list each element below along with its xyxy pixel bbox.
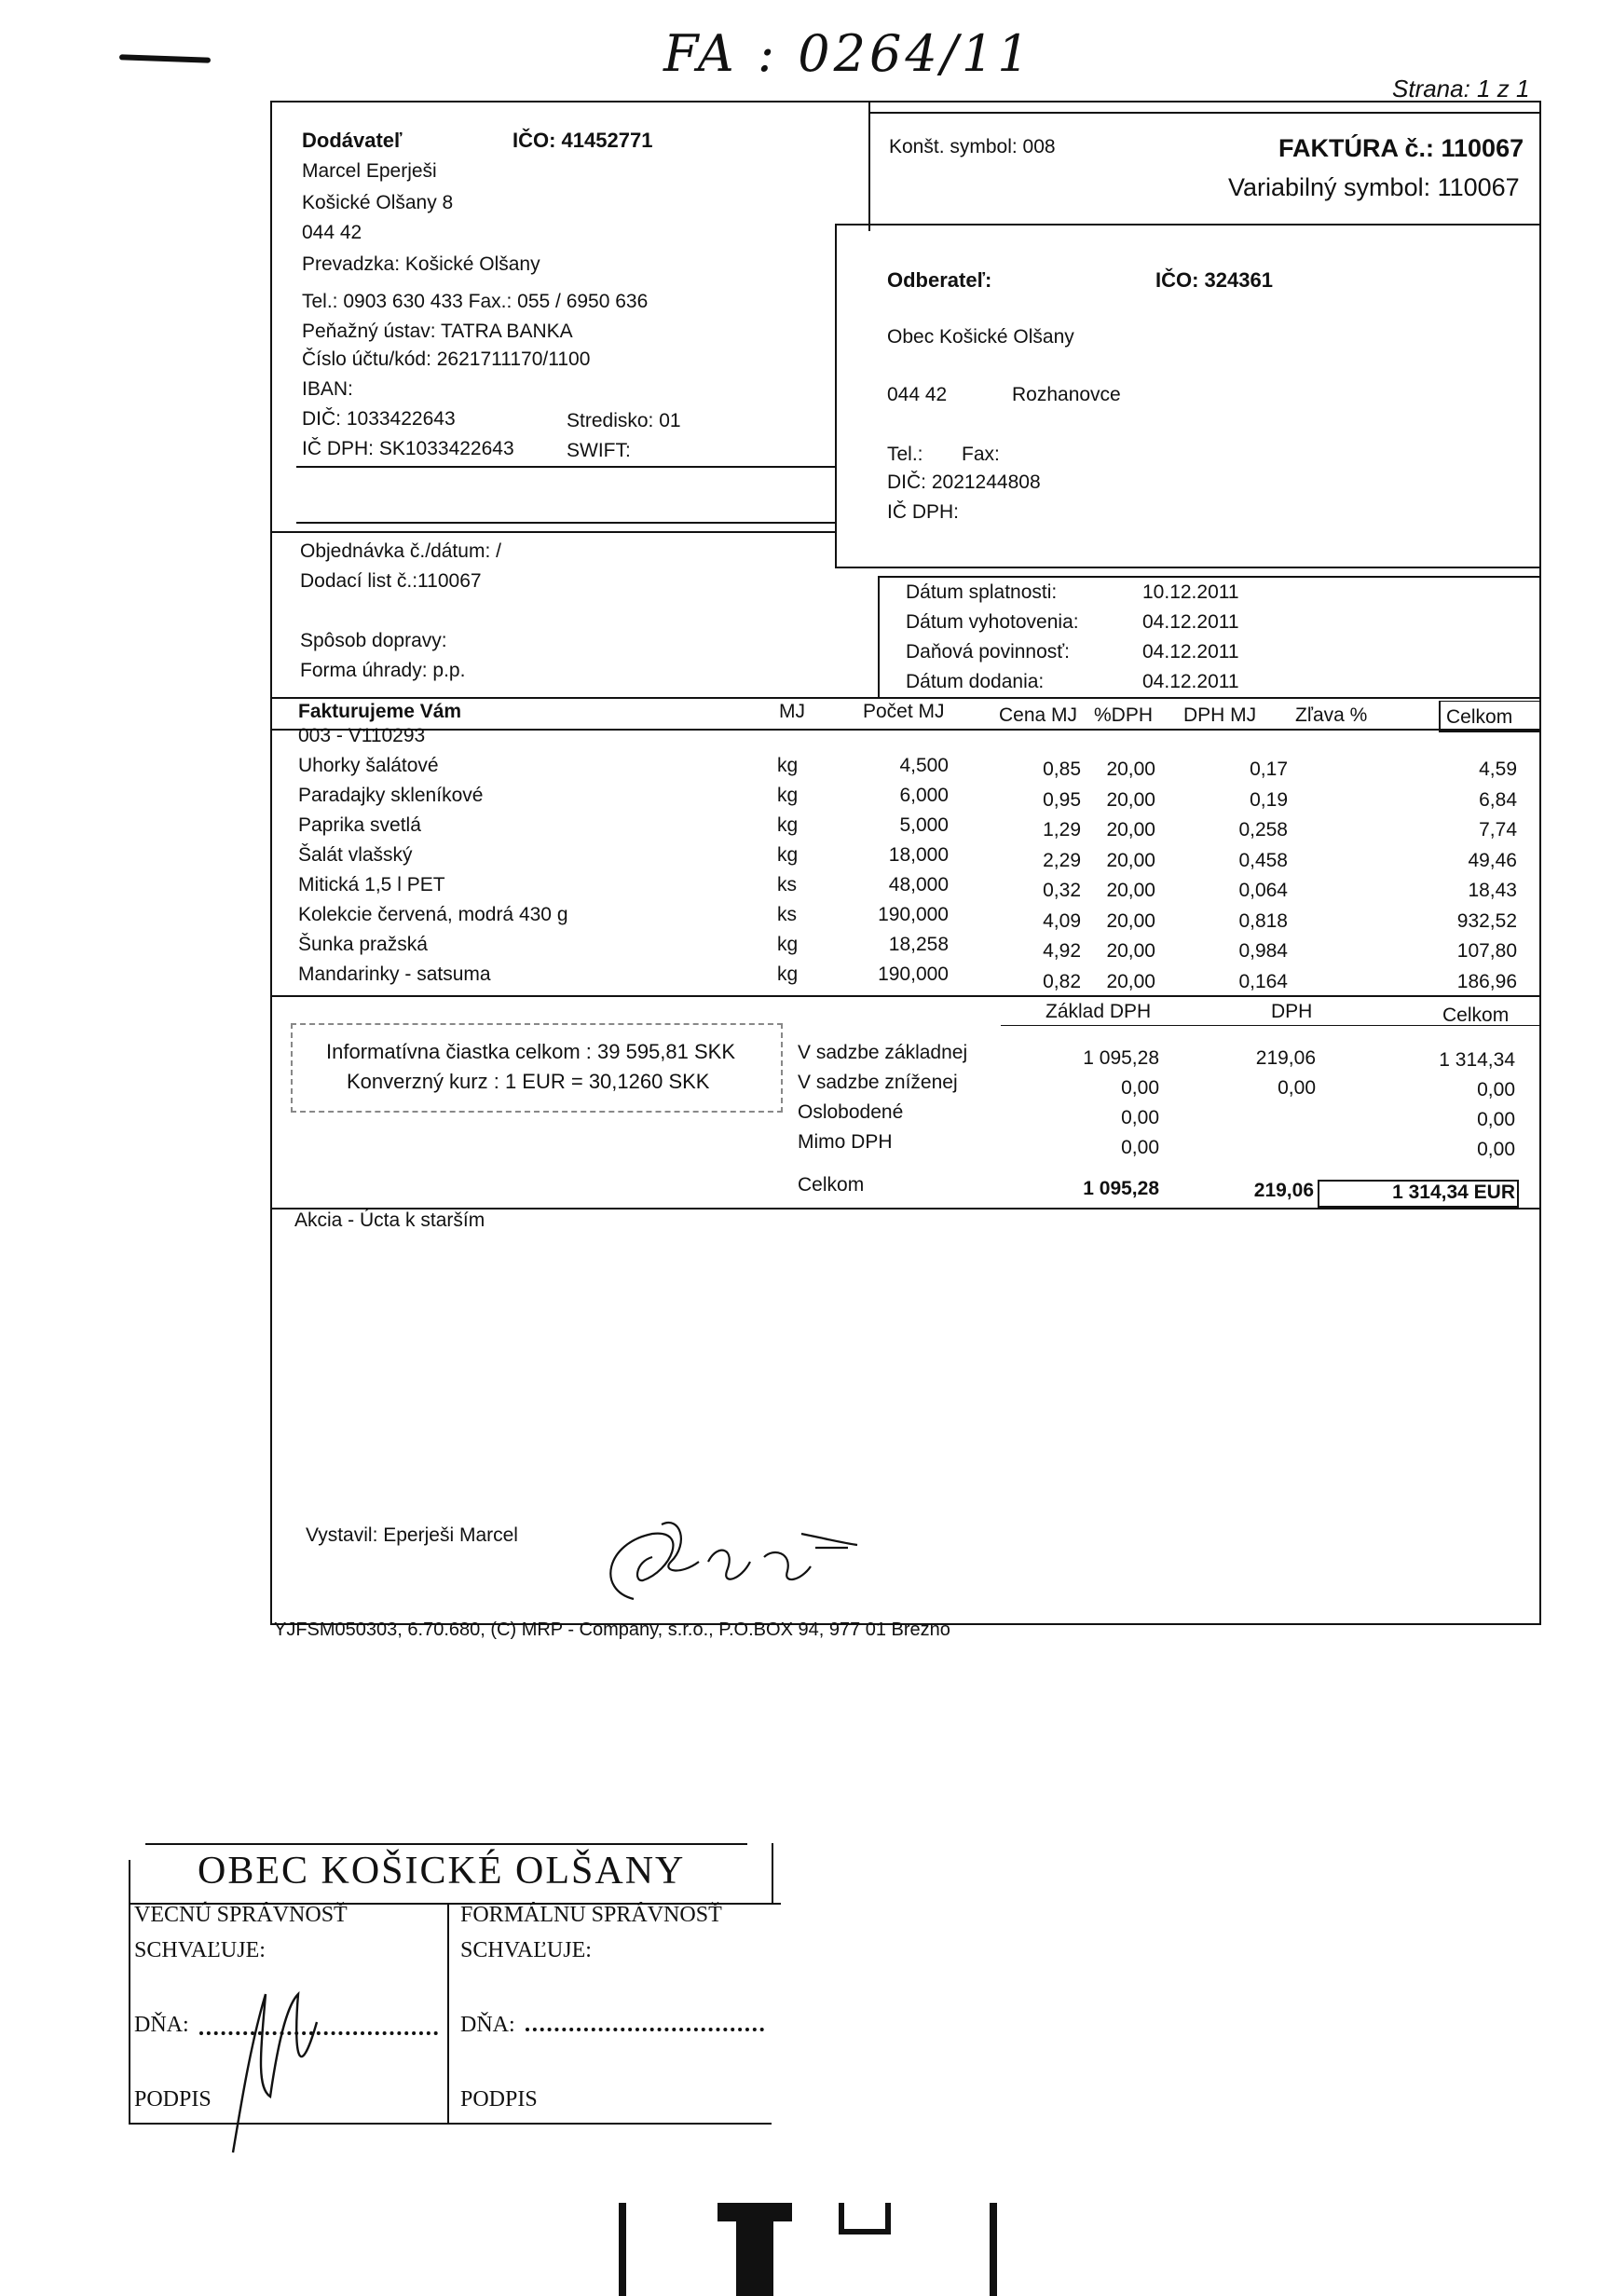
stamp-right-title: FORMÁLNU SPRÁVNOSŤ <box>460 1903 722 1927</box>
item-vat-pct: 20,00 <box>1106 758 1155 780</box>
transport-method: Spôsob dopravy: <box>300 630 447 651</box>
item-name: Šalát vlašský <box>298 844 413 866</box>
summary-row-label: V sadzbe zníženej <box>798 1072 958 1093</box>
summary-row-vat: 0,00 <box>1278 1077 1316 1099</box>
supplier-phone: Tel.: 0903 630 433 Fax.: 055 / 6950 636 <box>302 291 649 312</box>
column-header-item: Fakturujeme Vám <box>298 701 462 722</box>
item-qty: 190,000 <box>878 964 949 985</box>
item-qty: 5,000 <box>899 814 949 836</box>
item-price: 0,82 <box>1043 971 1081 992</box>
item-vat-pct: 20,00 <box>1106 910 1155 932</box>
column-header-vat-pct: %DPH <box>1094 704 1154 726</box>
summary-row-base: 0,00 <box>1121 1137 1159 1158</box>
supplier-premises: Prevadzka: Košické Olšany <box>302 253 540 275</box>
item-unit: kg <box>777 964 799 985</box>
date-label: Dátum vyhotovenia: <box>906 611 1079 633</box>
item-total: 6,84 <box>1479 789 1517 811</box>
divider <box>296 466 837 468</box>
stamp-left-sign: PODPIS <box>134 2087 212 2112</box>
item-qty: 18,258 <box>888 934 949 955</box>
date-label: Dátum splatnosti: <box>906 581 1058 603</box>
summary-row-total: 0,00 <box>1477 1109 1515 1130</box>
date-label: Daňová povinnosť: <box>906 641 1070 663</box>
supplier-center: Stredisko: 01 <box>567 410 681 431</box>
binder-mark <box>718 2203 792 2296</box>
item-qty: 18,000 <box>888 844 949 866</box>
variable-symbol: Variabilný symbol: 110067 <box>1228 173 1520 201</box>
date-value: 04.12.2011 <box>1142 641 1239 663</box>
supplier-bank: Peňažný ústav: TATRA BANKA <box>302 321 573 342</box>
item-vat-unit: 0,17 <box>1250 758 1288 780</box>
item-price: 1,29 <box>1043 819 1081 840</box>
divider <box>296 522 837 524</box>
customer-tel: Tel.: <box>887 444 923 465</box>
summary-row-base: 1 095,28 <box>1083 1047 1159 1069</box>
item-vat-unit: 0,818 <box>1238 910 1288 932</box>
grand-total-label: Celkom <box>798 1174 865 1196</box>
stamp-left-day: DŇA: <box>134 2013 189 2037</box>
summary-row-label: Oslobodené <box>798 1101 904 1123</box>
summary-row-label: Mimo DPH <box>798 1131 893 1153</box>
item-price: 2,29 <box>1043 850 1081 871</box>
item-qty: 48,000 <box>888 874 949 895</box>
order-number: Objednávka č./dátum: / <box>300 540 501 562</box>
supplier-heading: Dodávateľ <box>302 129 403 152</box>
item-total: 107,80 <box>1456 940 1517 962</box>
handwritten-reference: FA : 0264/11 <box>663 24 1033 83</box>
item-qty: 6,000 <box>899 785 949 806</box>
scan-mark <box>119 54 211 62</box>
divider <box>270 697 1541 699</box>
item-unit: ks <box>777 874 797 895</box>
stamp-right-sub: SCHVAĽUJE: <box>460 1938 592 1962</box>
note-text: Akcia - Úcta k starším <box>294 1210 485 1231</box>
item-qty: 4,500 <box>899 755 949 776</box>
summary-row-vat: 219,06 <box>1255 1047 1316 1069</box>
item-name: Paradajky skleníkové <box>298 785 484 806</box>
customer-icdph: IČ DPH: <box>887 501 960 523</box>
stamp-right-day: DŇA: <box>460 2013 515 2037</box>
divider <box>868 101 870 231</box>
item-unit: kg <box>777 934 799 955</box>
supplier-zip: 044 42 <box>302 222 362 243</box>
item-code: 003 - V110293 <box>298 725 426 746</box>
payment-method: Forma úhrady: p.p. <box>300 660 466 681</box>
item-vat-pct: 20,00 <box>1106 789 1155 811</box>
item-total: 932,52 <box>1456 910 1517 932</box>
customer-name: Obec Košické Olšany <box>887 326 1074 348</box>
stamp-right-day-line <box>526 2028 764 2031</box>
divider <box>270 531 837 533</box>
grand-total-vat: 219,06 <box>1253 1180 1314 1201</box>
customer-zip: 044 42 <box>887 384 948 405</box>
item-total: 18,43 <box>1468 880 1517 901</box>
supplier-swift: SWIFT: <box>567 440 631 461</box>
item-vat-pct: 20,00 <box>1106 971 1155 992</box>
item-total: 7,74 <box>1479 819 1517 840</box>
summary-row-total: 0,00 <box>1477 1139 1515 1160</box>
binder-mark <box>619 2203 626 2296</box>
item-vat-unit: 0,064 <box>1238 880 1288 901</box>
column-header-total: Celkom <box>1446 706 1513 728</box>
conversion-info-box <box>291 1023 783 1113</box>
item-name: Kolekcie červená, modrá 430 g <box>298 904 568 925</box>
item-vat-unit: 0,258 <box>1238 819 1288 840</box>
supplier-icdph: IČ DPH: SK1033422643 <box>302 438 514 459</box>
item-vat-unit: 0,984 <box>1238 940 1288 962</box>
item-name: Uhorky šalátové <box>298 755 439 776</box>
column-header-qty: Počet MJ <box>863 701 945 722</box>
binder-mark <box>839 2203 891 2234</box>
item-unit: ks <box>777 904 797 925</box>
summary-row-label: V sadzbe základnej <box>798 1042 968 1063</box>
supplier-name: Marcel Eperješi <box>302 160 437 182</box>
customer-dic: DIČ: 2021244808 <box>887 472 1041 493</box>
item-vat-pct: 20,00 <box>1106 819 1155 840</box>
supplier-street: Košické Olšany 8 <box>302 192 454 213</box>
column-header-vat-unit: DPH MJ <box>1183 704 1257 726</box>
customer-fax: Fax: <box>962 444 1000 465</box>
column-header-unit: MJ <box>779 701 805 722</box>
stamp-title: OBEC KOŠICKÉ OLŠANY <box>198 1850 686 1893</box>
summary-row-base: 0,00 <box>1121 1107 1159 1128</box>
item-vat-unit: 0,19 <box>1250 789 1288 811</box>
item-name: Mandarinky - satsuma <box>298 964 491 985</box>
item-name: Mitická 1,5 l PET <box>298 874 445 895</box>
supplier-iban: IBAN: <box>302 378 353 400</box>
stamp-right-sign: PODPIS <box>460 2087 538 2112</box>
item-unit: kg <box>777 844 799 866</box>
customer-ico: IČO: 324361 <box>1155 268 1273 292</box>
summary-header-total: Celkom <box>1442 1004 1510 1026</box>
column-header-price: Cena MJ <box>999 704 1078 726</box>
item-price: 4,09 <box>1043 910 1081 932</box>
footer-info: YJFSM050303, 6.70.680, (C) MRP - Company, s.r.o., P.O.BOX 94, 977 01 Brezno <box>274 1620 950 1640</box>
item-vat-pct: 20,00 <box>1106 940 1155 962</box>
binder-mark <box>990 2203 997 2296</box>
summary-header-base: Základ DPH <box>1046 1001 1152 1022</box>
item-name: Paprika svetlá <box>298 814 421 836</box>
divider <box>270 729 1541 731</box>
grand-total-box <box>1318 1180 1519 1208</box>
item-unit: kg <box>777 785 799 806</box>
item-price: 0,32 <box>1043 880 1081 901</box>
date-value: 04.12.2011 <box>1142 671 1239 692</box>
page-number: Strana: 1 z 1 <box>1392 75 1530 102</box>
stamp-left-sub: SCHVAĽUJE: <box>134 1938 266 1962</box>
item-unit: kg <box>777 755 799 776</box>
stamp-left-title: VECNÚ SPRÁVNOSŤ <box>134 1903 348 1927</box>
item-price: 0,95 <box>1043 789 1081 811</box>
item-name: Šunka pražská <box>298 934 428 955</box>
issued-by: Vystavil: Eperješi Marcel <box>306 1524 518 1546</box>
item-price: 0,85 <box>1043 758 1081 780</box>
approval-signature <box>177 1938 345 2171</box>
supplier-account: Číslo účtu/kód: 2621711170/1100 <box>302 348 591 370</box>
customer-city: Rozhanovce <box>1012 384 1121 405</box>
delivery-note: Dodací list č.:110067 <box>300 570 482 592</box>
item-vat-pct: 20,00 <box>1106 880 1155 901</box>
item-vat-pct: 20,00 <box>1106 850 1155 871</box>
summary-header-vat: DPH <box>1271 1001 1313 1022</box>
constant-symbol: Konšt. symbol: 008 <box>889 136 1056 157</box>
date-value: 04.12.2011 <box>1142 611 1239 633</box>
date-label: Dátum dodania: <box>906 671 1045 692</box>
summary-row-base: 0,00 <box>1121 1077 1159 1099</box>
item-total: 49,46 <box>1468 850 1517 871</box>
invoice-number: FAKTÚRA č.: 110067 <box>1278 134 1524 162</box>
summary-row-total: 0,00 <box>1477 1079 1515 1100</box>
item-total: 186,96 <box>1456 971 1517 992</box>
column-header-discount: Zľava % <box>1295 704 1368 726</box>
signature-image <box>578 1506 876 1618</box>
grand-total-amount: 1 314,34 EUR <box>1392 1182 1515 1203</box>
divider <box>868 112 1541 114</box>
summary-row-total: 1 314,34 <box>1439 1049 1515 1071</box>
item-price: 4,92 <box>1043 940 1081 962</box>
grand-total-base: 1 095,28 <box>1083 1178 1159 1199</box>
supplier-dic: DIČ: 1033422643 <box>302 408 456 430</box>
customer-heading: Odberateľ: <box>887 268 992 292</box>
item-vat-unit: 0,458 <box>1238 850 1288 871</box>
supplier-ico: IČO: 41452771 <box>512 129 653 152</box>
item-vat-unit: 0,164 <box>1238 971 1288 992</box>
conversion-rate: Konverzný kurz : 1 EUR = 30,1260 SKK <box>347 1070 710 1093</box>
item-unit: kg <box>777 814 799 836</box>
item-qty: 190,000 <box>878 904 949 925</box>
info-amount: Informatívna čiastka celkom : 39 595,81 SKK <box>326 1040 736 1063</box>
date-value: 10.12.2011 <box>1142 581 1239 603</box>
divider <box>270 995 1541 997</box>
item-total: 4,59 <box>1479 758 1517 780</box>
